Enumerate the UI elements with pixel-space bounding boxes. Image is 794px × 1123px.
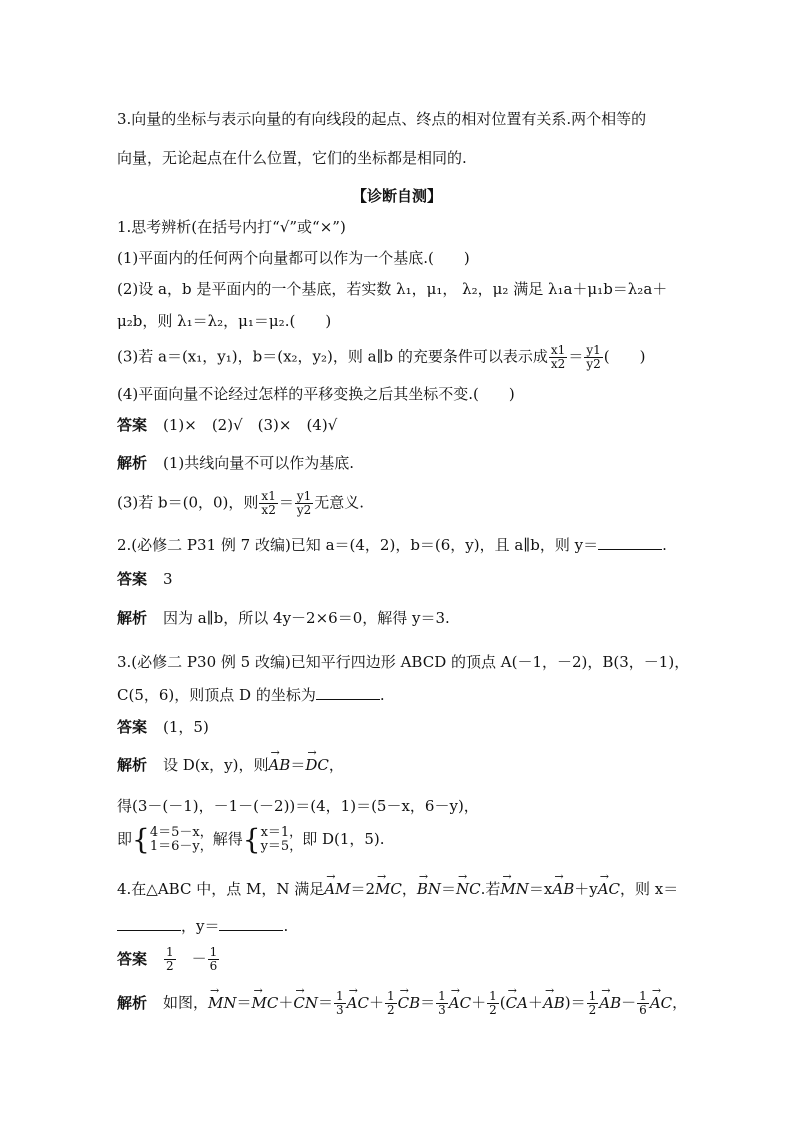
q1-stem: 1.思考辨析(在括号内打“√”或“×”) [117,218,346,236]
analysis-label: 解析 [117,454,148,472]
note-line-2: 向量，无论起点在什么位置，它们的坐标都是相同的. [117,149,467,167]
q1-item-4: (4)平面向量不论经过怎样的平移变换之后其坐标不变.( ) [117,385,515,403]
q3-analysis-2: 得(3－(－1)，－1－(－2))＝(4，1)＝(5－x，6－y)， [117,797,479,815]
q1-item-3: (3)若 a＝(x₁，y₁)，b＝(x₂，y₂)，则 a∥b 的充要条件可以表示成 $\frac{x1}{x2}$ ＝ $\frac{y1}{y2}$ ( ) [117,343,646,371]
fraction-y: $\frac{y1}{y2}$ [586,343,601,371]
answer-blank[interactable] [316,685,380,700]
q1-item-1: (1)平面内的任何两个向量都可以作为一个基底.( ) [117,249,470,267]
q3-stem-1: 3.(必修二 P30 例 5 改编)已知平行四边形 ABCD 的顶点 A(－1，－2)，B(3，－1)， [117,653,690,671]
q2-analysis: 解析 因为 a∥b，所以 4y－2×6＝0，解得 y＝3. [117,609,450,627]
fraction-x: $\frac{x1}{x2}$ [550,343,566,371]
q1-item-3-text: (3)若 a＝(x₁，y₁)，b＝(x₂，y₂)，则 a∥b 的充要条件可以表示成 [117,347,548,366]
answer-blank-x[interactable] [117,916,181,931]
q4-answer: 答案 $\frac{1}{2}$ － $\frac{1}{6}$ [117,945,218,973]
q1-item-2b: μ₂b，则 λ₁＝λ₂，μ₁＝μ₂.( ) [117,312,332,330]
q1-answer: 答案 (1)× (2)√ (3)× (4)√ [117,416,338,434]
section-title: 【诊断自测】 [351,187,442,205]
answer-blank-y[interactable] [219,916,283,931]
q3-stem-2: C(5，6)，则顶点 D 的坐标为 . [117,686,385,704]
q4-stem-2: ，y＝ . [117,915,684,937]
q3-analysis-1: 解析 设 D(x，y)，则→ AB＝→ DC， [117,754,684,776]
q2-stem: 2.(必修二 P31 例 7 改编)已知 a＝(4，2)，b＝(6，y)，且 a∥b，则 y＝ . [117,536,667,554]
note-line-1: 3.向量的坐标与表示向量的有向线段的起点、终点的相对位置有关系.两个相等的 [117,110,647,128]
q1-analysis-3: (3)若 b＝(0，0)，则 $\frac{x1}{x2}$ ＝ $\frac{y1}{y2}$ 无意义. [117,489,365,517]
q3-answer: 答案 (1，5) [117,718,209,736]
q1-item-2a: (2)设 a，b 是平面内的一个基底，若实数 λ₁，μ₁， λ₂，μ₂ 满足 λ₁a＋μ₁b＝λ₂a＋ [117,280,668,298]
q2-answer: 答案 3 [117,570,173,588]
q3-analysis-3: 即{4＝5－x， 1＝6－y，解得{x＝1， y＝5，即 D(1，5). [117,823,385,856]
q4-stem-1: 4.在△ABC 中，点 M，N 满足→ AM＝2→ MC，→ BN＝→ NC.若→ MN＝x→ AB＋y→ AC，则 x＝ [117,878,684,900]
q1-analysis-1: 解析 (1)共线向量不可以作为基底. [117,454,355,472]
answer-label: 答案 [117,416,148,434]
answer-blank[interactable] [598,535,662,550]
q4-analysis: 解析 如图，→ MN＝→ MC＋→ CN＝ $\frac{1}{3}$ → AC＋ $\frac{1}{2}$ → CB＝ $\frac{1}{3}$ → AC＋ $\frac{1}{2}$ (→ CA＋→ AB)＝ $\frac{1}{2}$ → AB－ $\frac{1}{6}$ → AC， [117,990,684,1017]
